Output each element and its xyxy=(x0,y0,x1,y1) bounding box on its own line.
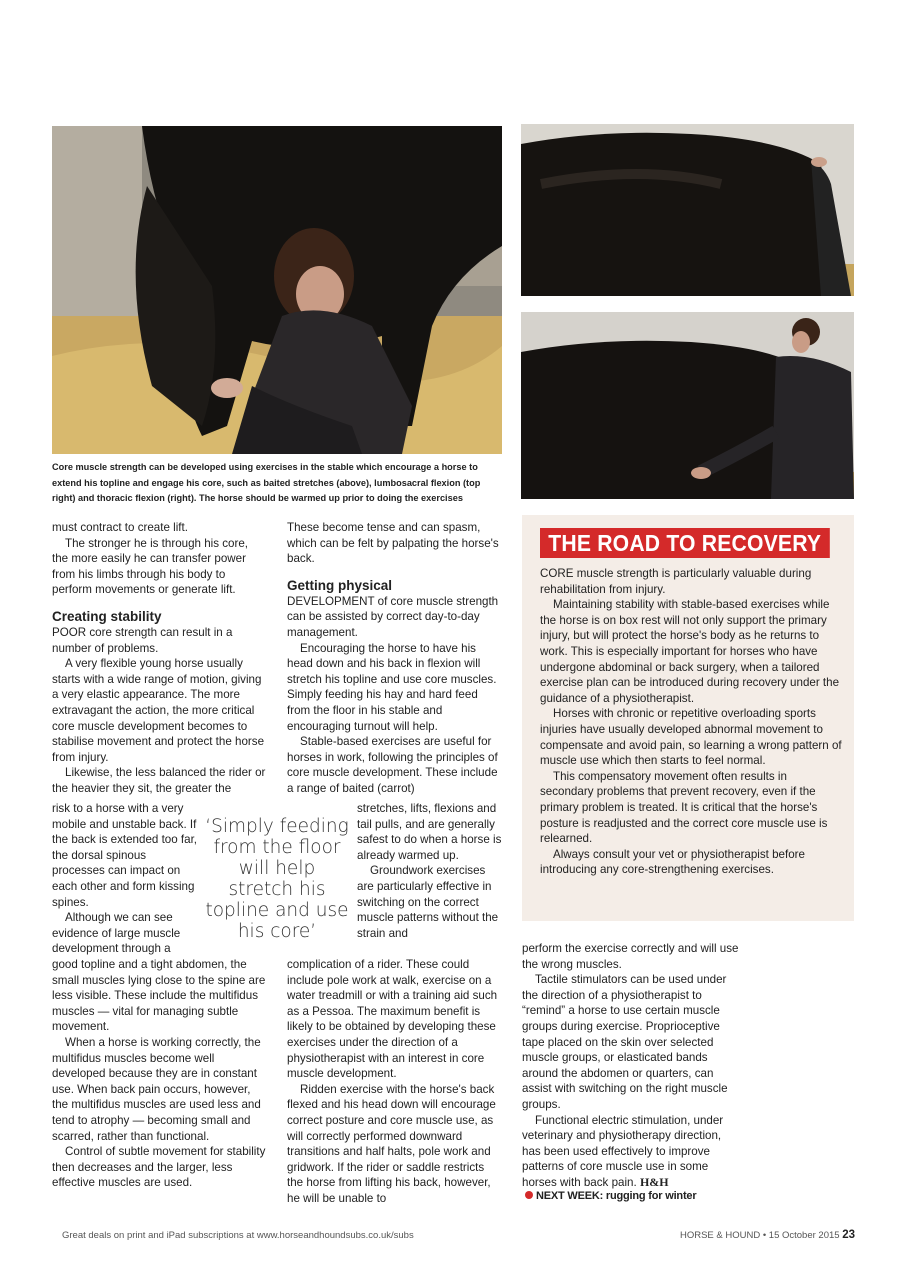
footer-subscription-link[interactable]: Great deals on print and iPad subscriptions at www.horseandhoundsubs.co.uk/subs xyxy=(62,1230,414,1241)
subheading-creating-stability: Creating stability xyxy=(52,608,162,624)
paragraph: Although we can see evidence of large muscle development through a xyxy=(52,911,181,956)
paragraph-text: Functional electric stimulation, under veterinary and physiotherapy direction, has been used effectively to improve patterns of core muscle use in some horses with back pain. xyxy=(522,1113,724,1189)
pull-quote: ‘Simply feeding from the floor will help stretch his topline and use his core’ xyxy=(205,816,349,942)
paragraph: risk to a horse with a very mobile and unstable back. If the back is extended too far, the dorsal spinous processes can impact on each other and form kissing spines. xyxy=(52,802,198,909)
paragraph: good topline and a tight abdomen, the small muscles lying close to the spine are less visible. These include the multifidus muscles — vital for managing subtle movement. xyxy=(52,958,266,1034)
next-week-label: NEXT WEEK: rugging for winter xyxy=(536,1190,697,1202)
paragraph: POOR core strength can result in a number of problems. xyxy=(52,625,233,655)
article-column-1-narrow xyxy=(52,801,202,957)
article-column-2-lower xyxy=(287,957,503,1207)
next-week-teaser xyxy=(525,1190,696,1202)
paragraph: Horses with chronic or repetitive overloading sports injuries have usually developed abnormal movement to compensate and avoid pain, so learning a wrong pattern of muscle use which then starts to feel normal. xyxy=(540,707,842,768)
hh-signoff: H&H xyxy=(639,1174,669,1189)
paragraph: A very flexible young horse usually starts with a wide range of motion, giving a very elastic appearance. The more extravagant the action, the more critical core muscle development becomes to stabilise movement and protect the horse from injury. xyxy=(52,657,265,764)
photo-baited-stretch xyxy=(52,126,502,454)
article-column-2-narrow xyxy=(357,801,503,941)
footer-folio xyxy=(680,1229,855,1241)
photo-lumbosacral-flexion xyxy=(521,124,854,296)
paragraph: stretches, lifts, flexions and tail pulls, and are generally safest to do when a horse is already warmed up. xyxy=(357,802,502,862)
paragraph: CORE muscle strength is particularly valuable during rehabilitation from injury. xyxy=(540,567,812,596)
paragraph: complication of a rider. These could include pole work at walk, exercise on a water treadmill or with a training aid such as a Pessoa. The maximum benefit is likely to be obtained by developing these exercises under the direction of a physiotherapist with an interest in core muscle development. xyxy=(287,958,498,1081)
paragraph: Control of subtle movement for stability then decreases and the larger, less effective muscles are used. xyxy=(52,1145,266,1190)
paragraph: Tactile stimulators can be used under the direction of a physiotherapist to “remind” a horse to use certain muscle groups during exercise. Proprioceptive tape placed on the skin over selected muscle groups, or elasticated bands around the abdomen or quarters, can assist with switching on the right muscle groups. xyxy=(522,973,728,1111)
paragraph: Maintaining stability with stable-based exercises while the horse is on box rest will not only support the primary injury, but will protect the horse's body as he returns to work. This is especially important for horses who have undergone abdominal or back surgery, when a tailored exercise plan can be introduced during recovery under the guidance of a physiotherapist. xyxy=(540,598,840,705)
paragraph: Always consult your vet or physiotherapist before introducing any core-strengthening exercises. xyxy=(540,847,805,877)
sidebar-body xyxy=(540,566,842,878)
page-number: 23 xyxy=(842,1229,855,1241)
paragraph: Ridden exercise with the horse's back flexed and his head down will encourage correct posture and core muscle use, as will correctly performed downward transitions and half halts, pole work and gridwork. If the rider or saddle restricts the horse from lifting his back, however, he will be unable to xyxy=(287,1082,496,1205)
bullet-dot-icon xyxy=(525,1191,533,1199)
paragraph: When a horse is working correctly, the multifidus muscles become well developed because they are in constant use. When back pain occurs, however, the multifidus muscles are used less and tend to atrophy — becoming small and scarred, rather than functional. xyxy=(52,1035,261,1143)
photo-thoracic-flexion xyxy=(521,312,854,499)
paragraph: Groundwork exercises are particularly effective in switching on the correct muscle patterns without the strain and xyxy=(357,864,499,940)
article-column-1 xyxy=(52,520,267,797)
article-column-2 xyxy=(287,520,503,797)
photo-caption: Core muscle strength can be developed using exercises in the stable which encourage a horse to extend his topline and engage his core, such as baited stretches (above), lumbosacral flexion (top right) and thoracic flexion (right). The horse should be warmed up prior to doing the exercises xyxy=(52,462,481,503)
paragraph: The stronger he is through his core, the more easily he can transfer power from his limbs through his body to perform movements or generate lift. xyxy=(52,536,249,597)
paragraph: must contract to create lift. xyxy=(52,521,188,534)
paragraph xyxy=(522,1113,742,1191)
paragraph: Stable-based exercises are useful for horses in work, following the principles of core muscle development. These include a range of baited (carrot) xyxy=(287,735,498,795)
paragraph: perform the exercise correctly and will use the wrong muscles. xyxy=(522,942,739,971)
subheading-getting-physical: Getting physical xyxy=(287,577,393,593)
footer-publication-date: HORSE & HOUND • 15 October 2015 xyxy=(679,1230,840,1241)
paragraph: Likewise, the less balanced the rider or the heavier they sit, the greater the xyxy=(52,766,266,795)
paragraph: This compensatory movement often results in secondary problems that prevent recovery, even if the primary problem is treated. It is critical that the horse's posture is readjusted and the correct core muscle use is relearned. xyxy=(540,769,828,846)
article-column-3 xyxy=(522,941,742,1191)
paragraph: Encouraging the horse to have his head down and his back in flexion will stretch his topline and use core muscles. Simply feeding his hay and hard feed from the floor in his stable and encouraging turnout will help. xyxy=(287,641,497,733)
article-column-1-lower xyxy=(52,957,267,1191)
paragraph: DEVELOPMENT of core muscle strength can be assisted by correct day-to-day management. xyxy=(287,594,499,639)
paragraph: These become tense and can spasm, which can be felt by palpating the horse's back. xyxy=(287,521,499,566)
sidebar-title: THE ROAD TO RECOVERY xyxy=(540,528,829,558)
